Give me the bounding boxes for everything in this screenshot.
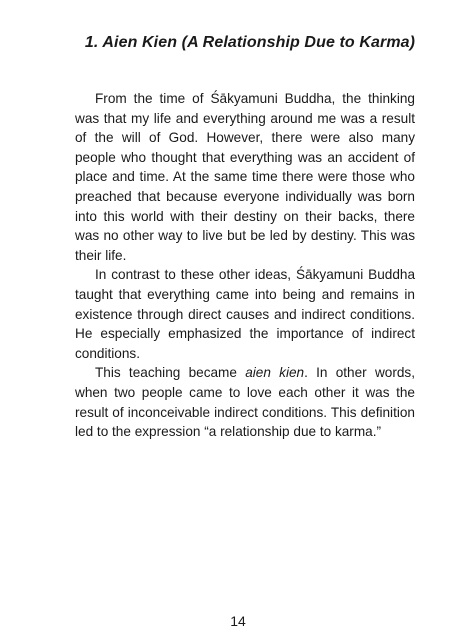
body-text bbox=[75, 89, 415, 442]
paragraph-2: In contrast to these other ideas, Śākyamuni Buddha taught that everything came into being and remains in existence through direct causes and indirect conditions. He especially emphasized the importance of indirect conditions. bbox=[75, 267, 415, 361]
paragraph-3-start: This teaching became bbox=[95, 365, 246, 381]
paragraph-3-end: . In other words, when two people came to love each other it was the result of inconceivable indirect conditions. This definition led to the expression “a relationship due to karma.” bbox=[75, 365, 415, 440]
section-heading: 1. Aien Kien (A Relationship Due to Karma) bbox=[84, 34, 416, 51]
page-number: 14 bbox=[230, 613, 246, 629]
paragraph-3 bbox=[75, 363, 415, 441]
paragraph-1: From the time of Śākyamuni Buddha, the thinking was that my life and everything around me was a result of the will of God. However, there were also many people who thought that everything was an accident of place and time. At the same time there were those who preached that because everyone individually was born into this world with their destiny on their backs, there was no other way to live but be led by destiny. This was their life. bbox=[75, 91, 415, 263]
italic-term: aien kien bbox=[245, 365, 305, 381]
